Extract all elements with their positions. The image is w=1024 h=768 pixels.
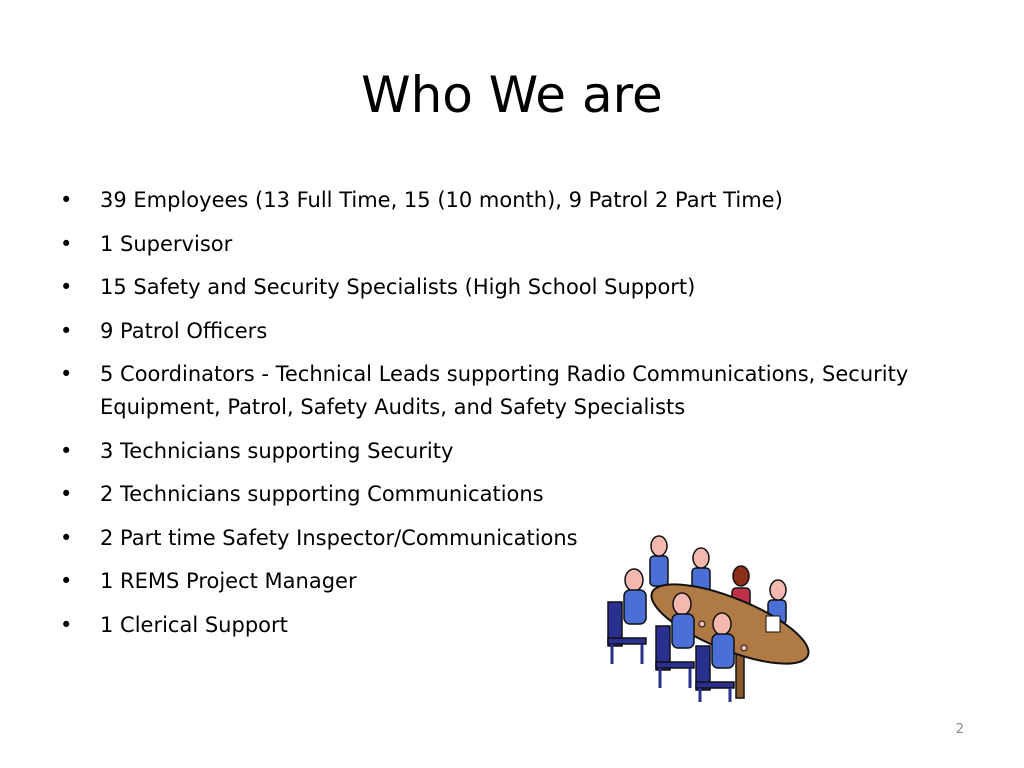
bullet-item [56,228,956,261]
bullet-item [56,184,956,217]
meeting-table-icon [604,528,816,704]
bullet-mark: • [60,438,73,463]
slide-title: Who We are [361,66,663,124]
bullet-item [56,358,956,424]
bullet-text: 2 Technicians supporting Communications [100,482,544,506]
bullet-list [56,184,956,652]
bullet-text: 5 Coordinators - Technical Leads supporting Radio Communications, Security Equipment, Patrol, Safety Audits, and Safety Specialists [100,362,909,419]
bullet-mark: • [60,482,73,506]
bullet-text: 3 Technicians supporting Security [100,438,454,463]
bullet-item [56,271,956,304]
bullet-item [56,315,956,348]
bullet-text: 1 Clerical Support [100,612,288,637]
bullet-mark: • [60,188,73,212]
person-front-1 [608,569,646,664]
bullet-text: 9 Patrol Officers [100,318,268,343]
bullet-mark: • [60,275,73,299]
bullet-text: 1 Supervisor [100,231,233,256]
bullet-text: 1 REMS Project Manager [100,569,357,593]
person-back-1 [650,536,668,586]
bullet-mark: • [60,318,73,343]
bullet-mark: • [60,231,73,256]
bullet-text: 2 Part time Safety Inspector/Communications [100,525,578,550]
bullet-mark: • [60,569,73,593]
bullet-mark: • [60,612,73,637]
bullet-item [56,478,956,511]
bullet-mark: • [60,525,73,550]
bullet-text: 39 Employees (13 Full Time, 15 (10 month), 9 Patrol 2 Part Time) [100,188,783,212]
bullet-item [56,435,956,468]
bullet-item [56,609,956,642]
bullet-item [56,522,956,555]
page-number: 2 [955,722,964,737]
bullet-mark: • [60,362,73,386]
bullet-text: 15 Safety and Security Specialists (High School Support) [100,275,696,299]
bullet-item [56,565,956,598]
